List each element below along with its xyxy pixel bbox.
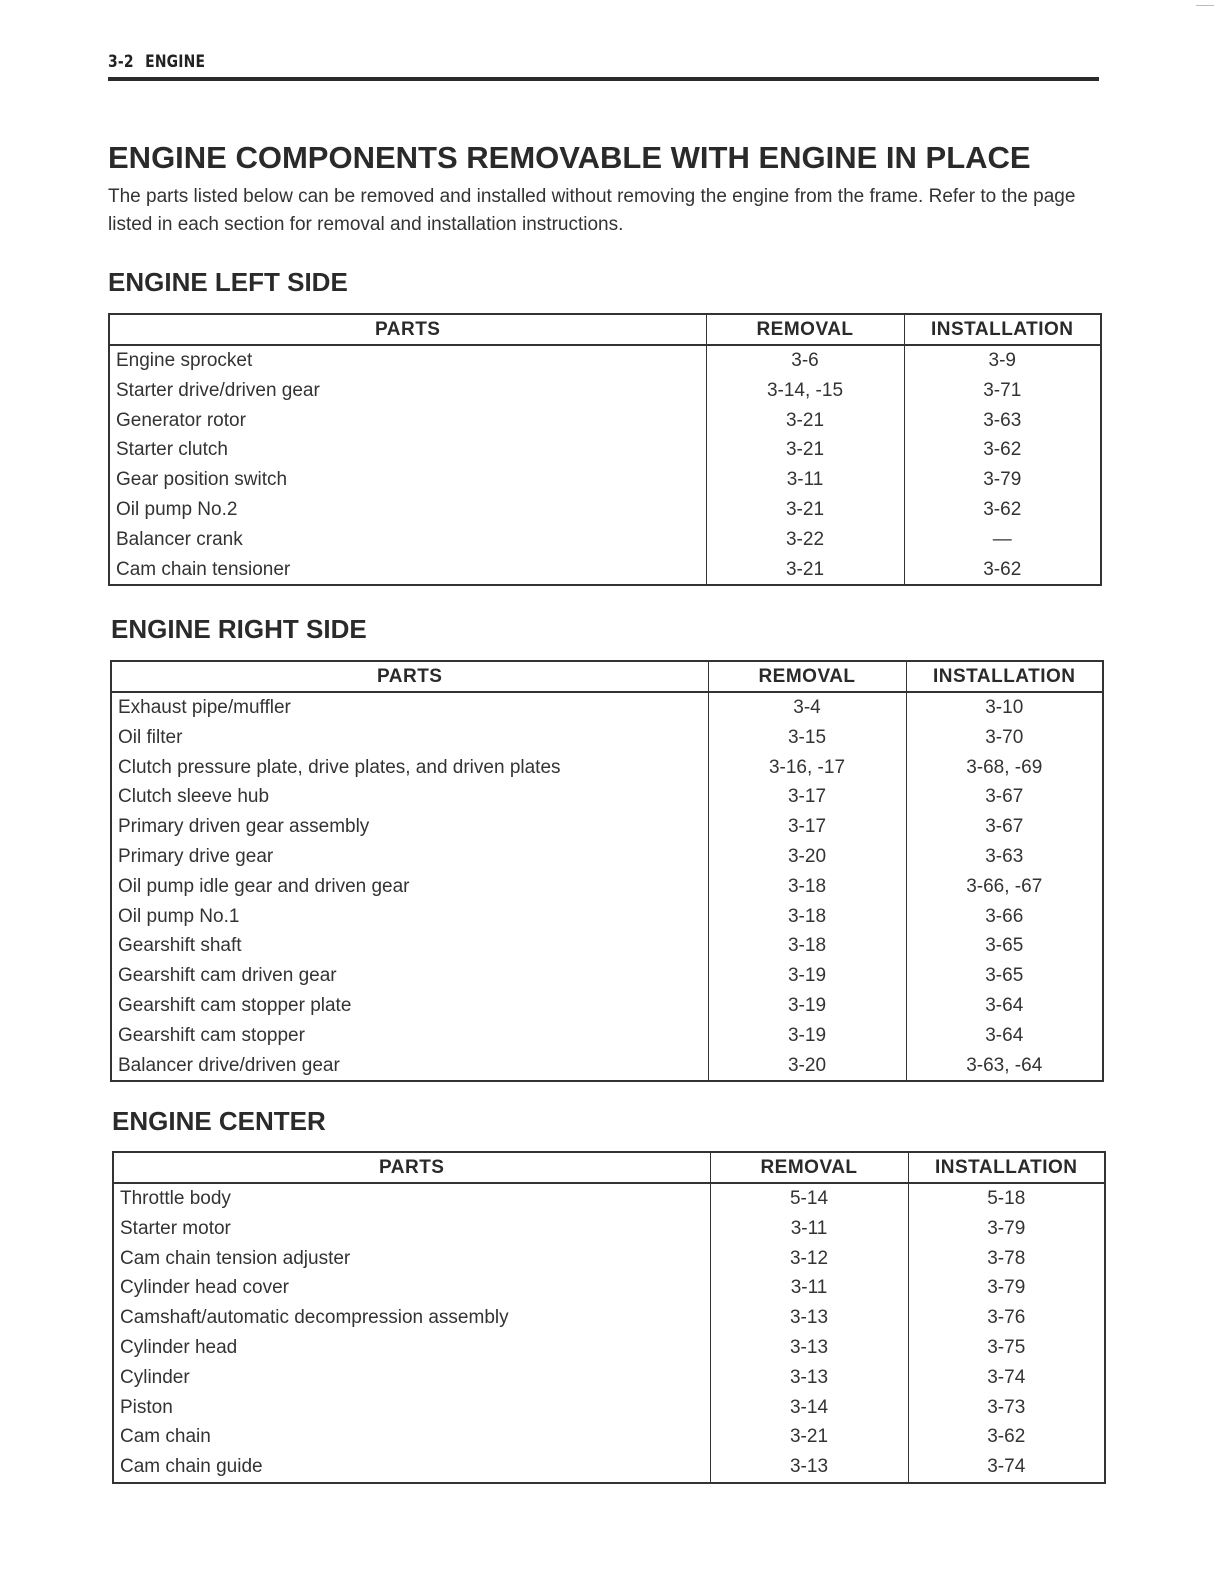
part-name: Oil pump idle gear and driven gear xyxy=(111,872,708,902)
installation-page: 3-63 xyxy=(904,406,1101,436)
table-row xyxy=(111,931,1103,961)
part-name: Cam chain guide xyxy=(113,1452,710,1483)
installation-page: 3-62 xyxy=(904,495,1101,525)
removal-page: 3-17 xyxy=(708,812,906,842)
installation-page: 3-62 xyxy=(904,555,1101,586)
installation-page: 3-67 xyxy=(906,812,1103,842)
part-name: Generator rotor xyxy=(109,406,706,436)
table-row xyxy=(113,1333,1105,1363)
column-header-removal: REMOVAL xyxy=(708,661,906,692)
part-name: Cam chain tensioner xyxy=(109,555,706,586)
removal-page: 3-11 xyxy=(710,1214,908,1244)
removal-page: 3-13 xyxy=(710,1363,908,1393)
part-name: Oil pump No.2 xyxy=(109,495,706,525)
page-title: ENGINE COMPONENTS REMOVABLE WITH ENGINE IN PLACE xyxy=(108,140,1031,175)
removal-page: 3-4 xyxy=(708,692,906,723)
part-name: Balancer crank xyxy=(109,525,706,555)
installation-page: 3-9 xyxy=(904,345,1101,376)
table-row xyxy=(109,465,1101,495)
part-name: Camshaft/automatic decompression assembly xyxy=(113,1303,710,1333)
column-header-installation: INSTALLATION xyxy=(906,661,1103,692)
removal-page: 3-22 xyxy=(706,525,904,555)
part-name: Piston xyxy=(113,1393,710,1423)
table-row xyxy=(113,1452,1105,1483)
removal-page: 3-18 xyxy=(708,902,906,932)
removal-page: 3-20 xyxy=(708,1051,906,1082)
table-row xyxy=(111,961,1103,991)
part-name: Engine sprocket xyxy=(109,345,706,376)
removal-page: 3-21 xyxy=(706,555,904,586)
removal-page: 3-21 xyxy=(710,1422,908,1452)
part-name: Throttle body xyxy=(113,1183,710,1214)
part-name: Balancer drive/driven gear xyxy=(111,1051,708,1082)
removal-page: 3-21 xyxy=(706,406,904,436)
part-name: Gearshift shaft xyxy=(111,931,708,961)
part-name: Primary driven gear assembly xyxy=(111,812,708,842)
table-row xyxy=(109,435,1101,465)
parts-table-center xyxy=(112,1151,1106,1484)
table-header-row xyxy=(111,661,1103,692)
installation-page: 3-67 xyxy=(906,782,1103,812)
installation-page: 3-63, -64 xyxy=(906,1051,1103,1082)
removal-page: 3-13 xyxy=(710,1333,908,1363)
removal-page: 3-13 xyxy=(710,1452,908,1483)
section-title-left-side: ENGINE LEFT SIDE xyxy=(108,267,348,297)
removal-page: 3-18 xyxy=(708,931,906,961)
part-name: Primary drive gear xyxy=(111,842,708,872)
parts-table-left-side xyxy=(108,313,1102,586)
removal-page: 3-17 xyxy=(708,782,906,812)
installation-page: 3-66 xyxy=(906,902,1103,932)
removal-page: 3-14, -15 xyxy=(706,376,904,406)
part-name: Cylinder head cover xyxy=(113,1273,710,1303)
table-row xyxy=(111,723,1103,753)
table-row xyxy=(111,1021,1103,1051)
table-row xyxy=(111,782,1103,812)
column-header-parts: PARTS xyxy=(111,661,708,692)
installation-page: 3-79 xyxy=(908,1273,1105,1303)
installation-page: 3-76 xyxy=(908,1303,1105,1333)
removal-page: 3-16, -17 xyxy=(708,753,906,783)
table-row xyxy=(113,1183,1105,1214)
part-name: Gearshift cam stopper xyxy=(111,1021,708,1051)
table-row xyxy=(111,812,1103,842)
part-name: Oil pump No.1 xyxy=(111,902,708,932)
page-header xyxy=(108,52,921,72)
header-rule xyxy=(108,77,1099,81)
installation-page: 3-65 xyxy=(906,961,1103,991)
installation-page: 3-64 xyxy=(906,991,1103,1021)
section-title-right-side: ENGINE RIGHT SIDE xyxy=(111,614,367,644)
removal-page: 5-14 xyxy=(710,1183,908,1214)
column-header-parts: PARTS xyxy=(109,314,706,345)
table-row xyxy=(109,555,1101,586)
column-header-removal: REMOVAL xyxy=(706,314,904,345)
section-number: 3-2 xyxy=(108,52,134,72)
installation-page: 3-63 xyxy=(906,842,1103,872)
part-name: Oil filter xyxy=(111,723,708,753)
table-row xyxy=(109,495,1101,525)
installation-page: — xyxy=(904,525,1101,555)
part-name: Starter drive/driven gear xyxy=(109,376,706,406)
removal-page: 3-6 xyxy=(706,345,904,376)
installation-page: 3-66, -67 xyxy=(906,872,1103,902)
installation-page: 3-65 xyxy=(906,931,1103,961)
installation-page: 5-18 xyxy=(908,1183,1105,1214)
table-row xyxy=(111,753,1103,783)
installation-page: 3-10 xyxy=(906,692,1103,723)
column-header-installation: INSTALLATION xyxy=(904,314,1101,345)
removal-page: 3-19 xyxy=(708,961,906,991)
installation-page: 3-70 xyxy=(906,723,1103,753)
parts-table-right-side xyxy=(110,660,1104,1082)
installation-page: 3-79 xyxy=(908,1214,1105,1244)
removal-page: 3-20 xyxy=(708,842,906,872)
part-name: Cam chain tension adjuster xyxy=(113,1244,710,1274)
table-row xyxy=(111,902,1103,932)
table-row xyxy=(113,1273,1105,1303)
installation-page: 3-62 xyxy=(904,435,1101,465)
column-header-installation: INSTALLATION xyxy=(908,1152,1105,1183)
installation-page: 3-71 xyxy=(904,376,1101,406)
removal-page: 3-14 xyxy=(710,1393,908,1423)
part-name: Cylinder head xyxy=(113,1333,710,1363)
part-name: Cylinder xyxy=(113,1363,710,1393)
removal-page: 3-11 xyxy=(710,1273,908,1303)
part-name: Gearshift cam stopper plate xyxy=(111,991,708,1021)
table-row xyxy=(113,1244,1105,1274)
table-row xyxy=(111,692,1103,723)
table-row xyxy=(111,842,1103,872)
part-name: Cam chain xyxy=(113,1422,710,1452)
table-row xyxy=(113,1363,1105,1393)
removal-page: 3-13 xyxy=(710,1303,908,1333)
table-row xyxy=(111,991,1103,1021)
part-name: Starter motor xyxy=(113,1214,710,1244)
column-header-parts: PARTS xyxy=(113,1152,710,1183)
installation-page: 3-74 xyxy=(908,1363,1105,1393)
part-name: Starter clutch xyxy=(109,435,706,465)
installation-page: 3-64 xyxy=(906,1021,1103,1051)
intro-paragraph: The parts listed below can be removed and installed without removing the engine from the frame. Refer to the page listed in each section for removal and installation instructions. xyxy=(108,186,1076,235)
part-name: Clutch pressure plate, drive plates, and driven plates xyxy=(111,753,708,783)
scan-mark xyxy=(1196,5,1214,6)
table-row xyxy=(113,1214,1105,1244)
removal-page: 3-11 xyxy=(706,465,904,495)
part-name: Clutch sleeve hub xyxy=(111,782,708,812)
part-name: Exhaust pipe/muffler xyxy=(111,692,708,723)
table-row xyxy=(113,1422,1105,1452)
removal-page: 3-21 xyxy=(706,495,904,525)
table-row xyxy=(113,1393,1105,1423)
installation-page: 3-73 xyxy=(908,1393,1105,1423)
table-header-row xyxy=(113,1152,1105,1183)
installation-page: 3-79 xyxy=(904,465,1101,495)
removal-page: 3-19 xyxy=(708,991,906,1021)
table-row xyxy=(109,345,1101,376)
installation-page: 3-68, -69 xyxy=(906,753,1103,783)
section-title-center: ENGINE CENTER xyxy=(112,1106,326,1136)
table-row xyxy=(109,406,1101,436)
table-row xyxy=(109,376,1101,406)
table-row xyxy=(113,1303,1105,1333)
installation-page: 3-78 xyxy=(908,1244,1105,1274)
chapter-name: ENGINE xyxy=(145,52,206,72)
removal-page: 3-18 xyxy=(708,872,906,902)
removal-page: 3-12 xyxy=(710,1244,908,1274)
column-header-removal: REMOVAL xyxy=(710,1152,908,1183)
part-name: Gear position switch xyxy=(109,465,706,495)
installation-page: 3-75 xyxy=(908,1333,1105,1363)
installation-page: 3-62 xyxy=(908,1422,1105,1452)
part-name: Gearshift cam driven gear xyxy=(111,961,708,991)
installation-page: 3-74 xyxy=(908,1452,1105,1483)
table-row xyxy=(111,1051,1103,1082)
removal-page: 3-15 xyxy=(708,723,906,753)
removal-page: 3-19 xyxy=(708,1021,906,1051)
table-row xyxy=(111,872,1103,902)
removal-page: 3-21 xyxy=(706,435,904,465)
table-row xyxy=(109,525,1101,555)
table-header-row xyxy=(109,314,1101,345)
